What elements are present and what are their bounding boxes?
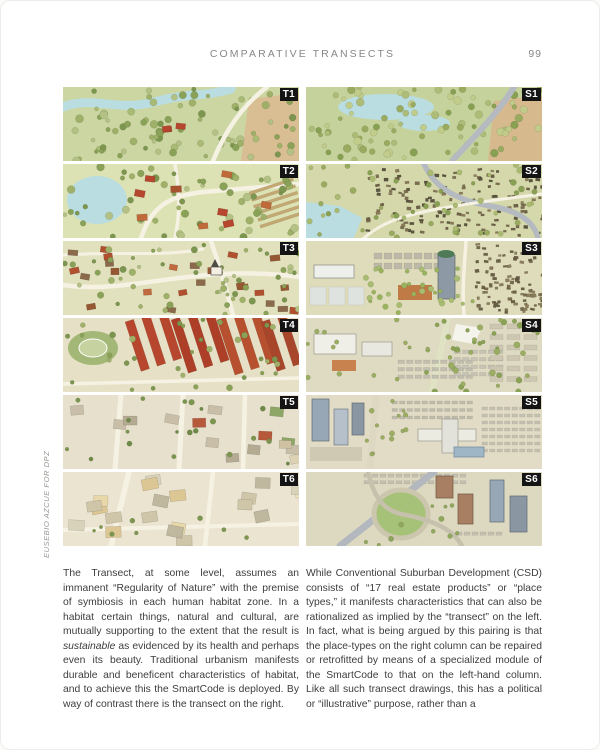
panel-label: S6 [522,473,541,486]
panel-illustration [63,318,299,392]
panel-label: T1 [280,88,298,101]
panel-label: T6 [280,473,298,486]
right-column-paragraph: While Conventional Suburban Development (CSD) consists of “17 real estate products” or “place types,” it manifests characteristics that can also be rationalized as implied by the “transect” on the left. In fact, what is being argued by this pairing is that the place-types on the right column can be repaired or retrofitted by means of a specialized module of the SmartCode to that on the left-hand column. Like all such transect drawings, this has a political or “illustrative” purpose, rather than a [306,568,542,710]
panel-illustration [63,87,299,161]
panel-illustration [306,472,542,546]
page-title: COMPARATIVE TRANSECTS [209,48,396,60]
panel-T3 [63,241,299,315]
panel-label: S3 [522,242,541,255]
panel-label: S1 [522,88,541,101]
panel-label: S5 [522,396,541,409]
panel-S4 [306,318,542,392]
transect-grid [63,87,542,546]
panel-T2 [63,164,299,238]
panel-illustration [63,472,299,546]
panel-S2 [306,164,542,238]
panel-S5 [306,395,542,469]
left-column-paragraph: The Transect, at some level, assumes an immanent “Regularity of Nature” with the premise of symbiosis in each human habitat zone. In a habitat certain things, natural and cultural, are mutually supporting to the extent that the result is sustainable as evidenced by its health and perhaps even its beauty. Traditional urbanism manifests durable and beneficent characteristics of habitat, and to achieve this the SmartCode is deployed. By way of contrast there is the transect on the right. [63,568,299,710]
illustration-credit: EUSEBIO AZCUE FOR DPZ [42,450,51,558]
panel-illustration [306,164,542,238]
panel-illustration [63,241,299,315]
body-text [63,567,542,712]
page-number: 99 [528,48,542,60]
panel-S3 [306,241,542,315]
panel-S6 [306,472,542,546]
panel-illustration [63,395,299,469]
panel-T6 [63,472,299,546]
panel-label: T5 [280,396,298,409]
panel-illustration [306,241,542,315]
panel-T4 [63,318,299,392]
panel-illustration [306,318,542,392]
panel-illustration [306,395,542,469]
panel-label: T4 [280,319,298,332]
panel-S1 [306,87,542,161]
panel-T5 [63,395,299,469]
panel-illustration [306,87,542,161]
panel-label: T2 [280,165,298,178]
panel-label: S2 [522,165,541,178]
panel-illustration [63,164,299,238]
panel-label: S4 [522,319,541,332]
panel-label: T3 [280,242,298,255]
panel-T1 [63,87,299,161]
page-header [63,48,542,62]
